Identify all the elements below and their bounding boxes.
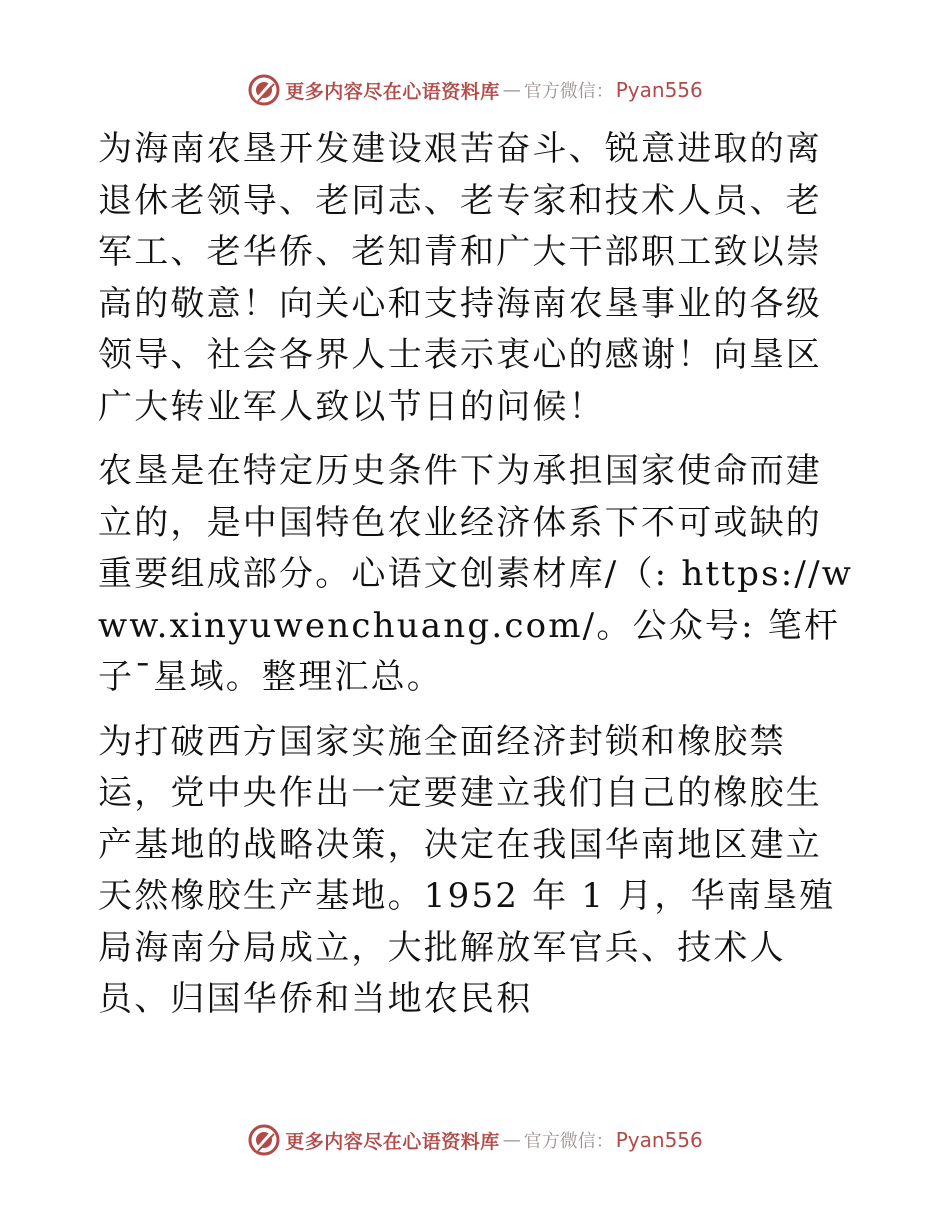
header-banner: [0, 70, 950, 110]
header-wechat-id: Pyan556: [615, 78, 703, 102]
header-wechat-label: 官方微信：: [523, 81, 614, 102]
red-seal-logo-icon: [247, 1123, 281, 1157]
footer-wechat-label: 官方微信：: [523, 1131, 614, 1152]
footer-banner: [0, 1120, 950, 1160]
paragraph-2: 农垦是在特定历史条件下为承担国家使命而建立的，是中国特色农业经济体系下不可或缺的重要组成部分。心语文创素材库/（: https://www.xinyuwenchuang.com/。公众号: 笔杆子¯星域。整理汇总。: [98, 451, 854, 697]
footer-separator: —: [502, 1129, 521, 1151]
header-separator: —: [502, 79, 521, 101]
paragraph-3: 为打破西方国家实施全面经济封锁和橡胶禁运，党中央作出一定要建立我们自己的橡胶生产基地的战略决策，决定在我国华南地区建立天然橡胶生产基地。1952 年 1 月，华南垦殖局海南分局成立，大批解放军官兵、技术人员、归国华侨和当地农民积: [98, 721, 836, 1019]
paragraph-1: 为海南农垦开发建设艰苦奋斗、锐意进取的离退休老领导、老同志、老专家和技术人员、老军工、老华侨、老知青和广大干部职工致以崇高的敬意！向关心和支持海南农垦事业的各级领导、社会各界人士表示衷心的感谢！向垦区广大转业军人致以节日的问候！: [98, 129, 822, 427]
footer-wechat-id: Pyan556: [615, 1128, 703, 1152]
red-seal-logo-icon: [247, 73, 281, 107]
footer-banner-text: 更多内容尽在心语资料库: [285, 1130, 500, 1153]
header-banner-text: 更多内容尽在心语资料库: [285, 80, 500, 103]
document-body: [98, 124, 858, 1026]
